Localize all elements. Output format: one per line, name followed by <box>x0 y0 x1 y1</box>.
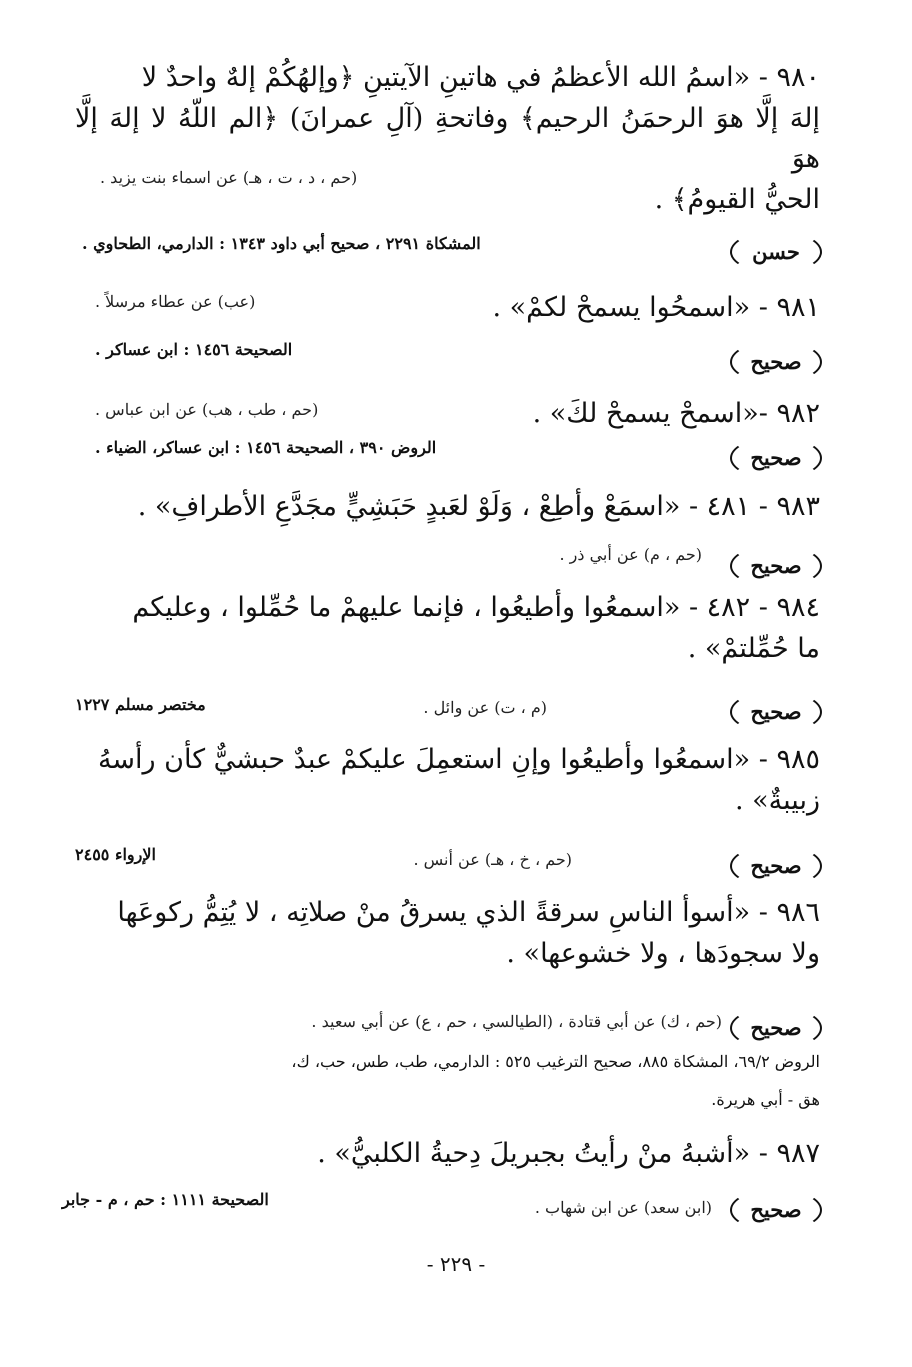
hadith-985-ref: الإرواء ٢٤٥٥ <box>75 845 156 864</box>
hadith-983-source: (حم ، م) عن أبي ذر . <box>559 545 702 564</box>
hadith-981-line-1: ٩٨١ - «اسمحُوا يسمحْ لكمْ» . <box>492 292 820 323</box>
hadith-984-source: (م ، ت) عن وائل . <box>423 698 547 717</box>
hadith-984-ref: مختصر مسلم ١٢٢٧ <box>75 695 206 714</box>
hadith-986 <box>75 893 820 974</box>
hadith-984-grade: صحيح <box>730 692 822 732</box>
hadith-982-ref: الروض ٣٩٠ ، الصحيحة ١٤٥٦ : ابن عساكر، الضياء . <box>95 438 437 457</box>
hadith-981-ref: الصحيحة ١٤٥٦ : ابن عساكر . <box>95 340 293 359</box>
hadith-982-grade: صحيح <box>730 438 822 478</box>
hadith-980-line-2: إلهَ إلَّا هوَ الرحمَنُ الرحيم﴾ وفاتحةِ (آلِ عمرانَ) ﴿الم اللّهُ لا إلهَ إلَّا هوَ <box>75 102 820 174</box>
hadith-986-line-2: ولا سجودَها ، ولا خشوعها» . <box>506 937 820 969</box>
hadith-980 <box>75 58 820 220</box>
hadith-984 <box>75 588 820 669</box>
hadith-985 <box>75 740 820 821</box>
hadith-987 <box>75 1134 820 1175</box>
hadith-981-grade: صحيح <box>730 342 822 382</box>
hadith-983 <box>75 487 820 528</box>
hadith-984-line-1: ٩٨٤ - ٤٨٢ - «اسمعُوا وأطيعُوا ، فإنما عليهمْ ما حُمِّلوا ، وعليكم <box>132 592 820 623</box>
hadith-982-source: (حم ، طب ، هب) عن ابن عباس . <box>95 400 319 419</box>
hadith-983-grade: صحيح <box>730 546 822 586</box>
hadith-980-line-3: الحيُّ القيومُ﴾ . <box>654 183 820 215</box>
hadith-986-source: (حم ، ك) عن أبي قتادة ، (الطيالسي ، حم ، ع) عن أبي سعيد . <box>311 1012 722 1031</box>
hadith-980-source: (حم ، د ، ت ، هـ) عن اسماء بنت يزيد . <box>100 168 358 187</box>
hadith-980-ref: المشكاة ٢٢٩١ ، صحيح أبي داود ١٣٤٣ : الدارمي، الطحاوي . <box>82 234 481 253</box>
hadith-983-line-1: ٩٨٣ - ٤٨١ - «اسمَعْ وأطِعْ ، وَلَوْ لعَبدٍ حَبَشِيٍّ مجَدَّعِ الأطرافِ» . <box>137 491 820 522</box>
hadith-980-line-1: ٩٨٠ - «اسمُ الله الأعظمُ في هاتينِ الآيتينِ ﴿وإلهُكُمْ إلهٌ واحدٌ لا <box>141 62 820 93</box>
hadith-986-grade: صحيح <box>730 1008 822 1048</box>
hadith-987-line-1: ٩٨٧ - «أشبهُ منْ رأيتُ بجبريلَ دِحيةُ الكلبيُّ» . <box>317 1138 820 1169</box>
hadith-987-grade: صحيح <box>730 1190 822 1230</box>
hadith-987-ref: الصحيحة ١١١١ : حم ، م - جابر <box>62 1190 269 1209</box>
hadith-981-source: (عب) عن عطاء مرسلاً . <box>95 292 256 311</box>
hadith-986-line-1: ٩٨٦ - «أسوأ الناسِ سرقةً الذي يسرقُ منْ صلاتِه ، لا يُتِمُّ ركوعَها <box>117 897 820 928</box>
hadith-984-line-2: ما حُمِّلتمْ» . <box>687 632 820 664</box>
hadith-987-source: (ابن سعد) عن ابن شهاب . <box>534 1198 712 1217</box>
page-number: - ٢٢٩ - <box>426 1252 486 1276</box>
hadith-985-line-2: زبيبةٌ» . <box>734 784 820 816</box>
hadith-986-ref-1: الروض ٦٩/٢، المشكاة ٨٨٥، صحيح الترغيب ٥٢٥ : الدارمي، طب، طس، حب، ك، <box>291 1052 820 1071</box>
hadith-980-grade: حسن <box>730 232 822 272</box>
hadith-985-grade: صحيح <box>730 846 822 886</box>
hadith-986-ref-2: هق - أبي هريرة. <box>711 1090 820 1109</box>
hadith-985-source: (حم ، خ ، هـ) عن أنس . <box>413 850 572 869</box>
hadith-985-line-1: ٩٨٥ - «اسمعُوا وأطيعُوا وإنِ استعمِلَ عليكمْ عبدٌ حبشيٌّ كأن رأسهُ <box>97 744 820 775</box>
hadith-982-line-1: ٩٨٢ -«اسمحْ يسمحْ لكَ» . <box>532 398 820 429</box>
